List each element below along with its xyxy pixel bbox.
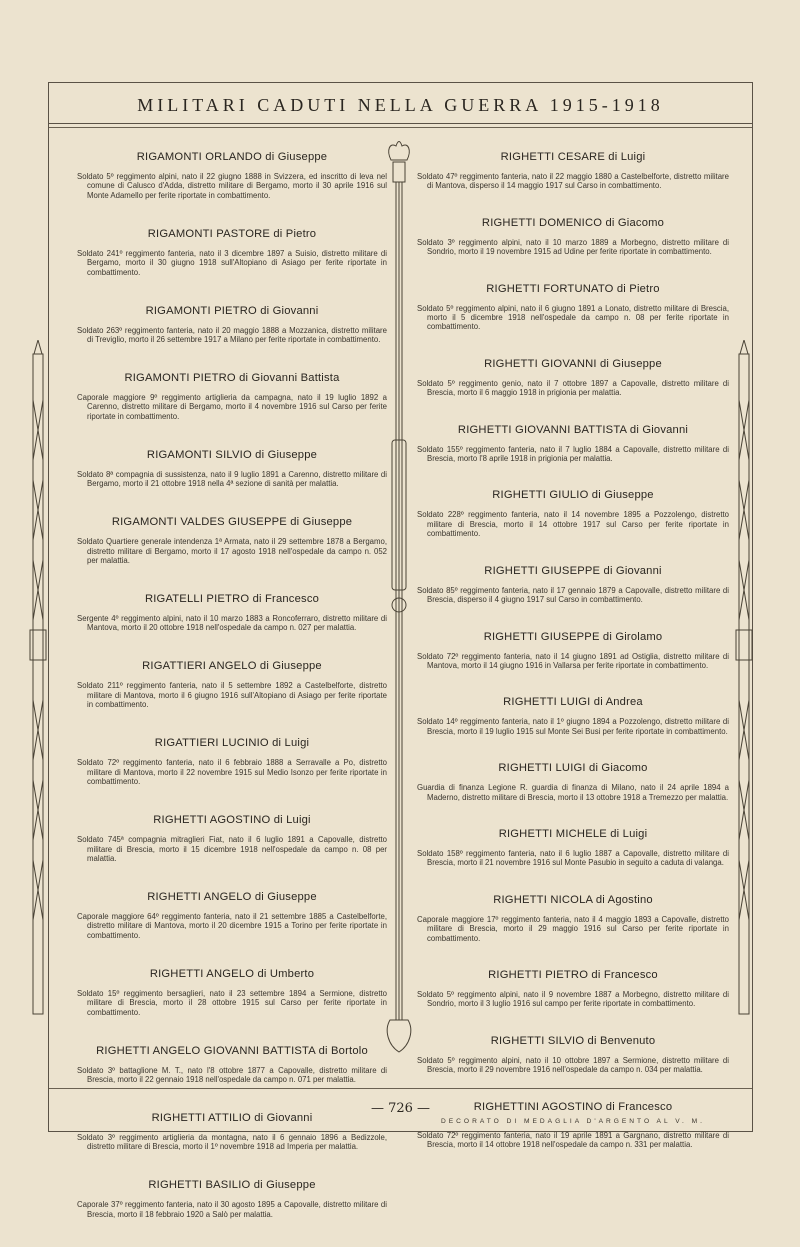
entry-text: Soldato 85º reggimento fanteria, nato il 17 gennaio 1879 a Capovalle, distretto militare di Brescia, disperso il 4 giugno 1917 sul Carso in combattimento. (417, 585, 729, 605)
entry (417, 894, 729, 943)
entry-name: RIGATTIERI LUCINIO di Luigi (154, 737, 310, 750)
entry-name: RIGAMONTI PASTORE di Pietro (147, 227, 317, 240)
entry (417, 762, 729, 802)
entry-name: RIGHETTI GIOVANNI BATTISTA di Giovanni (457, 423, 689, 436)
entry-decoration: DECORATO DI MEDAGLIA D'ARGENTO AL V. M. (441, 1117, 705, 1125)
entry-text: Soldato 228º reggimento fanteria, nato il 14 novembre 1895 a Pozzolengo, distretto militare di Brescia, morto il 14 ottobre 1917 sul Carso per ferite riportate in combattimento. (417, 510, 729, 539)
entry-name: RIGAMONTI SILVIO di Giuseppe (146, 448, 318, 461)
entry-name: RIGHETTI DOMENICO di Giacomo (481, 216, 665, 229)
page-number: — 726 — (370, 1101, 431, 1116)
entry-name: RIGAMONTI ORLANDO di Giuseppe (136, 151, 328, 163)
entry (417, 217, 729, 257)
entry-name: RIGHETTI GIULIO di Giuseppe (492, 489, 654, 502)
entry (77, 449, 387, 489)
entry (77, 660, 387, 709)
entry-name: RIGHETTI FORTUNATO di Pietro (486, 282, 660, 295)
entry-text: Soldato 5º reggimento alpini, nato il 22 giugno 1888 in Svizzera, ed inscritto di leva nel comune di Calusco d'Adda, distretto militare di Bergamo, morto il 30 aprile 1916 sul Monte Adamello per ferite riportate in combattimento. (77, 172, 387, 200)
entry (417, 696, 729, 736)
entry (77, 891, 387, 940)
entry (77, 1112, 387, 1152)
entry (417, 489, 729, 538)
entry-name: RIGATTIERI ANGELO di Giuseppe (142, 660, 322, 673)
entry-text: Soldato 5º reggimento alpini, nato il 9 novembre 1887 a Morbegno, distretto militare di Sondrio, morto il 3 luglio 1916 sul campo per ferite riportate in combattimento. (417, 989, 729, 1009)
entry-name: RIGHETTI ANGELO GIOVANNI BATTISTA di Bortolo (96, 1044, 368, 1057)
entry-name: RIGHETTI NICOLA di Agostino (493, 893, 653, 906)
entry-text: Caporale maggiore 17º reggimento fanteria, nato il 4 maggio 1893 a Capovalle, distretto militare di Brescia, morto il 29 maggio 1916 sul Carso per ferite riportate in combattimento. (417, 914, 729, 943)
entry-text: Sergente 4º reggimento alpini, nato il 10 marzo 1883 a Roncoferraro, distretto militare di Mantova, morto il 20 ottobre 1918 nell'ospedale da campo n. 027 per malattia. (77, 614, 387, 633)
entry (77, 1179, 387, 1219)
entry (77, 1045, 387, 1085)
entry-name: RIGHETTINI AGOSTINO di Francesco (473, 1100, 673, 1113)
entry (417, 358, 729, 398)
left-staff-ornament (28, 340, 48, 1030)
entry-text: Guardia di finanza Legione R. guardia di finanza di Milano, nato il 24 aprile 1894 a Maderno, distretto militare di Brescia, morto il 13 ottobre 1918 a Tremezzo per malattia. (417, 783, 729, 802)
entry-name: RIGHETTI AGOSTINO di Luigi (153, 814, 311, 827)
entry-name: RIGHETTI ANGELO di Giuseppe (147, 890, 317, 903)
entry (417, 283, 729, 332)
entry-text: Soldato 241º reggimento fanteria, nato il 3 dicembre 1897 a Suisio, distretto militare di Bergamo, morto il 30 giugno 1918 sull'Altopiano di Asiago per ferite riportate in combattimento. (77, 248, 387, 277)
entry (77, 968, 387, 1017)
entry-text: Soldato 211º reggimento fanteria, nato il 5 settembre 1892 a Castelbelforte, distretto militare di Mantova, morto il 6 giugno 1916 sull'Altopiano di Asiago per ferite riportate in combattimento. (77, 681, 387, 710)
entry-text: Soldato 72º reggimento fanteria, nato il 14 giugno 1891 ad Ostiglia, distretto militare di Mantova, morto il 14 giugno 1916 in Vallarsa per ferite riportate in combattimento. (417, 651, 729, 670)
entry-text: Soldato 15º reggimento bersaglieri, nato il 23 settembre 1894 a Sermione, distretto militare di Brescia, morto il 28 ottobre 1915 sul Carso per ferite riportate in combattimento. (77, 988, 387, 1017)
entry-name: RIGHETTI CESARE di Luigi (500, 151, 646, 163)
entry-text: Soldato 72º reggimento fanteria, nato il 19 aprile 1891 a Gargnano, distretto militare di Brescia, morto il 14 ottobre 1918 nell'ospedale da campo n. 331 per malattia. (417, 1130, 729, 1149)
entry-text: Caporale 37º reggimento fanteria, nato il 30 agosto 1895 a Capovalle, distretto militare di Brescia, morto il 18 febbraio 1920 a Salò per malattia. (77, 1200, 387, 1219)
entry-text: Soldato 14º reggimento fanteria, nato il 1º giugno 1894 a Pozzolengo, distretto militare di Brescia, morto il 19 luglio 1915 sul Monte Sei Busi per ferite riportate in combattimento. (417, 717, 729, 736)
entry-text: Soldato 8ª compagnia di sussistenza, nato il 9 luglio 1891 a Carenno, distretto militare di Bergamo, morto il 21 ottobre 1918 nella 4ª sezione di sanità per malattia. (77, 469, 387, 489)
entry-name: RIGHETTI LUIGI di Giacomo (498, 762, 648, 775)
entry-name: RIGHETTI PIETRO di Francesco (488, 968, 658, 981)
entry (77, 228, 387, 277)
entry (417, 631, 729, 671)
entry-text: Soldato 5º reggimento alpini, nato il 6 giugno 1891 a Lonato, distretto militare di Brescia, morto il 5 dicembre 1918 nell'ospedale da campo n. 08 per ferite riportate in combattimento. (417, 303, 729, 332)
entry (417, 424, 729, 464)
entry-name: RIGAMONTI PIETRO di Giovanni Battista (124, 372, 340, 385)
central-fasces-ornament (384, 140, 414, 1060)
entry-name: RIGHETTI SILVIO di Benvenuto (490, 1034, 656, 1047)
entry (417, 565, 729, 605)
entry (417, 828, 729, 868)
entry-text: Soldato 263º reggimento fanteria, nato il 20 maggio 1888 a Mozzanica, distretto militare di Treviglio, morto il 26 settembre 1917 a Milano per ferite riportate in combattimento. (77, 325, 387, 345)
entry-text: Soldato 47º reggimento fanteria, nato il 22 maggio 1880 a Castelbelforte, distretto militare di Mantova, disperso il 14 maggio 1917 sul Carso in combattimento. (417, 172, 729, 191)
left-column (77, 151, 387, 1247)
entry-name: RIGHETTI GIOVANNI di Giuseppe (484, 357, 662, 370)
entry (77, 737, 387, 786)
entry-text: Soldato 3º reggimento artiglieria da montagna, nato il 6 gennaio 1896 a Bedizzole, distretto militare di Brescia, morto il 1º novembre 1918 ad Imperia per malattia. (77, 1132, 387, 1152)
entry-name: RIGHETTI MICHELE di Luigi (498, 827, 648, 840)
entry-name: RIGATELLI PIETRO di Francesco (144, 593, 320, 606)
entry (77, 372, 387, 421)
entry (77, 593, 387, 633)
entry-text: Soldato 5º reggimento genio, nato il 7 ottobre 1897 a Capovalle, distretto militare di Brescia, morto il 6 maggio 1918 in prigionia per malattia. (417, 378, 729, 398)
entry-name: RIGHETTI ATTILIO di Giovanni (151, 1111, 313, 1124)
entry-text: Soldato 155º reggimento fanteria, nato il 7 luglio 1884 a Capovalle, distretto militare di Brescia, morto l'8 aprile 1918 in prigionia per malattia. (417, 444, 729, 464)
entry-name: RIGHETTI BASILIO di Giuseppe (148, 1179, 316, 1192)
entry-text: Caporale maggiore 64º reggimento fanteria, nato il 21 settembre 1885 a Castelbelforte, distretto militare di Mantova, morto il 20 dicembre 1915 a Torino per ferite riportate in combattimento. (77, 911, 387, 940)
entry (77, 814, 387, 863)
content-top-rule (49, 127, 752, 128)
footer-rule (49, 1088, 752, 1089)
entry (417, 969, 729, 1009)
entry (77, 516, 387, 565)
entry-name: RIGAMONTI PIETRO di Giovanni (145, 304, 319, 317)
entry-name: RIGAMONTI VALDES GIUSEPPE di Giuseppe (111, 516, 353, 529)
page-title: MILITARI CADUTI NELLA GUERRA 1915-1918 (137, 95, 664, 115)
entry (77, 305, 387, 345)
entry-text: Soldato 72º reggimento fanteria, nato il 6 febbraio 1888 a Serravalle a Po, distretto militare di Mantova, morto il 22 novembre 1915 sul Medio Isonzo per ferite riportate in combattimento. (77, 758, 387, 787)
entry-name: RIGHETTI GIUSEPPE di Girolamo (483, 630, 663, 643)
right-column (417, 151, 729, 1175)
entry-name: RIGHETTI ANGELO di Umberto (149, 967, 315, 980)
right-staff-ornament (734, 340, 754, 1030)
entry (417, 1035, 729, 1075)
entry-text: Soldato 5º reggimento alpini, nato il 10 ottobre 1897 a Sermione, distretto militare di Brescia, morto il 29 novembre 1916 nell'ospedale da campo n. 034 per malattia. (417, 1055, 729, 1075)
entry-text: Soldato 745ª compagnia mitraglieri Fiat, nato il 6 luglio 1891 a Capovalle, distretto militare di Brescia, morto il 15 dicembre 1918 nell'ospedale da campo n. 08 per malattia. (77, 835, 387, 863)
title-band (49, 83, 752, 124)
entry (417, 151, 729, 191)
entry-text: Caporale maggiore 9º reggimento artiglieria da campagna, nato il 19 luglio 1892 a Carenno, distretto militare di Bergamo, morto il 4 novembre 1916 sul Carso per ferite riportate in combattimento. (77, 393, 387, 421)
entry-name: RIGHETTI GIUSEPPE di Giovanni (484, 564, 662, 577)
entry-text: Soldato 158º reggimento fanteria, nato il 6 luglio 1887 a Capovalle, distretto militare di Brescia, morto il 21 novembre 1916 sul Monte Pasubio in seguito a caduta di valanga. (417, 848, 729, 868)
entry-text: Soldato 3º battaglione M. T., nato l'8 ottobre 1877 a Capovalle, distretto militare di Brescia, morto il 22 gennaio 1918 nell'ospedale da campo n. 071 per malattia. (77, 1065, 387, 1084)
entry-text: Soldato Quartiere generale intendenza 1ª Armata, nato il 29 settembre 1878 a Bergamo, distretto militare di Bergamo, morto il 17 agosto 1918 nell'ospedale da campo n. 052 per malattia. (77, 537, 387, 566)
entry-name: RIGHETTI LUIGI di Andrea (503, 696, 643, 709)
entry-text: Soldato 3º reggimento alpini, nato il 10 marzo 1889 a Morbegno, distretto militare di Sondrio, morto il 19 novembre 1915 ad Udine per ferite riportate in combattimento. (417, 237, 729, 257)
entry (77, 151, 387, 200)
